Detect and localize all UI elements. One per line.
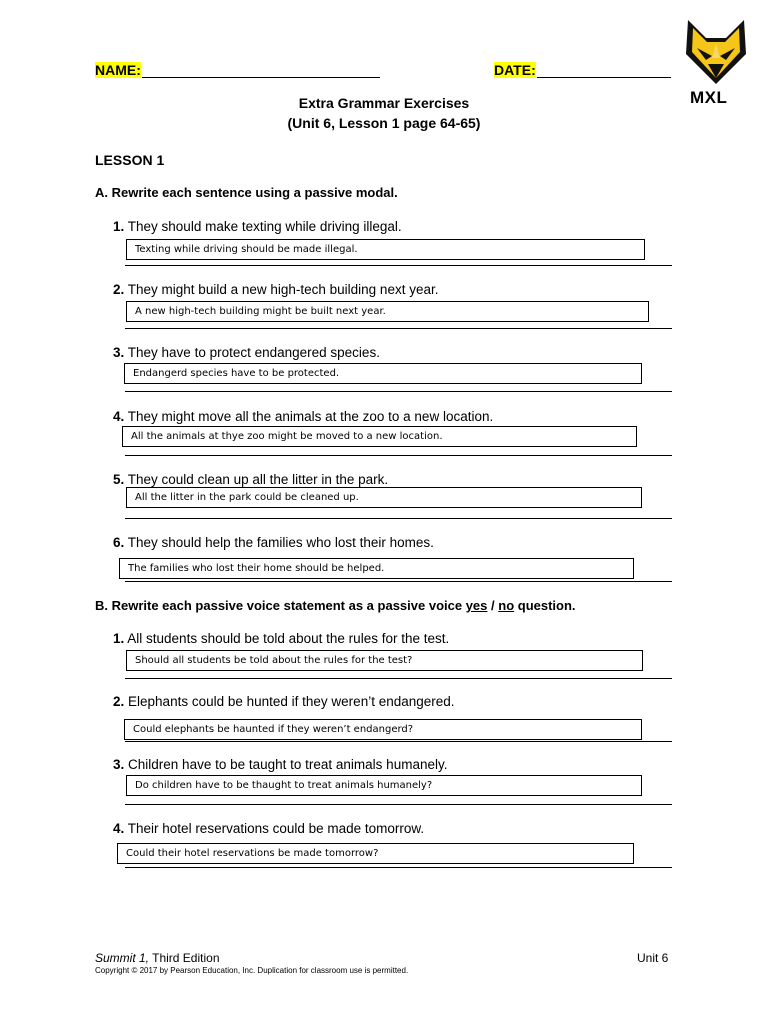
question-number: 4. xyxy=(113,821,125,836)
question-text: They could clean up all the litter in the park. xyxy=(127,472,389,487)
question-b1 xyxy=(113,631,449,646)
answer-box-a2[interactable]: A new high-tech building might be built next year. xyxy=(126,301,649,322)
page-subtitle: (Unit 6, Lesson 1 page 64-65) xyxy=(287,115,481,131)
question-text: They should help the families who lost their homes. xyxy=(127,535,434,550)
answer-box-a5[interactable]: All the litter in the park could be cleaned up. xyxy=(126,487,642,508)
answer-line-a5 xyxy=(125,518,672,519)
footer-unit: Unit 6 xyxy=(637,951,669,965)
question-b2 xyxy=(113,694,455,709)
question-b4 xyxy=(113,821,424,836)
answer-box-b3[interactable]: Do children have to be thaught to treat animals humanely? xyxy=(126,775,642,796)
question-a2 xyxy=(113,282,438,297)
footer-copyright: Copyright © 2017 by Pearson Education, Inc. Duplication for classroom use is permitted. xyxy=(95,966,409,975)
section-b-sep: / xyxy=(487,598,499,613)
question-number: 5. xyxy=(113,472,125,487)
answer-line-b2 xyxy=(125,741,672,742)
answer-box-a3[interactable]: Endangerd species have to be protected. xyxy=(124,363,642,384)
footer-book xyxy=(95,951,220,965)
question-text: They have to protect endangered species. xyxy=(127,345,380,360)
question-text: Elephants could be hunted if they weren’t endangered. xyxy=(128,694,455,709)
question-number: 1. xyxy=(113,631,125,646)
answer-line-a6 xyxy=(125,581,672,582)
question-a6 xyxy=(113,535,434,550)
question-a3 xyxy=(113,345,380,360)
question-text: They might build a new high-tech building next year. xyxy=(127,282,439,297)
section-b-yes: yes xyxy=(465,598,488,613)
date-line[interactable] xyxy=(537,62,671,78)
question-number: 1. xyxy=(113,219,125,234)
question-b3 xyxy=(113,757,447,772)
name-line[interactable] xyxy=(142,62,380,78)
answer-box-b2[interactable]: Could elephants be haunted if they weren’t endangerd? xyxy=(124,719,642,740)
page-title: Extra Grammar Exercises xyxy=(298,95,470,111)
answer-line-a1 xyxy=(125,265,672,266)
question-number: 3. xyxy=(113,345,125,360)
name-label: NAME: xyxy=(95,62,141,78)
question-number: 6. xyxy=(113,535,125,550)
lesson-heading: LESSON 1 xyxy=(95,152,165,168)
answer-line-a2 xyxy=(125,328,672,329)
fox-icon xyxy=(684,18,748,86)
section-b-heading-end: question. xyxy=(514,598,576,613)
footer-book-title: Summit 1, xyxy=(95,951,150,965)
answer-box-a6[interactable]: The families who lost their home should be helped. xyxy=(119,558,634,579)
answer-box-a4[interactable]: All the animals at thye zoo might be moved to a new location. xyxy=(122,426,637,447)
question-number: 3. xyxy=(113,757,125,772)
question-a1 xyxy=(113,219,402,234)
logo-text: MXL xyxy=(690,88,728,107)
question-text: They might move all the animals at the zoo to a new location. xyxy=(127,409,494,424)
question-text: Children have to be taught to treat animals humanely. xyxy=(128,757,448,772)
section-a-heading: A. Rewrite each sentence using a passive modal. xyxy=(95,185,398,200)
answer-box-b1[interactable]: Should all students be told about the rules for the test? xyxy=(126,650,643,671)
answer-line-a3 xyxy=(125,391,672,392)
footer-edition: Third Edition xyxy=(149,951,220,965)
answer-line-a4 xyxy=(125,455,672,456)
date-label: DATE: xyxy=(494,62,536,78)
question-number: 2. xyxy=(113,694,125,709)
section-b-heading xyxy=(95,598,576,613)
answer-box-b4[interactable]: Could their hotel reservations be made tomorrow? xyxy=(117,843,634,864)
question-a5 xyxy=(113,472,388,487)
question-text: All students should be told about the rules for the test. xyxy=(127,631,450,646)
answer-line-b3 xyxy=(125,804,672,805)
question-text: They should make texting while driving illegal. xyxy=(127,219,402,234)
answer-line-b1 xyxy=(125,678,672,679)
question-a4 xyxy=(113,409,493,424)
answer-line-b4 xyxy=(125,867,672,868)
section-b-heading-text: B. Rewrite each passive voice statement as a passive voice xyxy=(95,598,466,613)
question-text: Their hotel reservations could be made tomorrow. xyxy=(127,821,425,836)
question-number: 2. xyxy=(113,282,125,297)
answer-box-a1[interactable]: Texting while driving should be made illegal. xyxy=(126,239,645,260)
section-b-no: no xyxy=(498,598,515,613)
question-number: 4. xyxy=(113,409,125,424)
